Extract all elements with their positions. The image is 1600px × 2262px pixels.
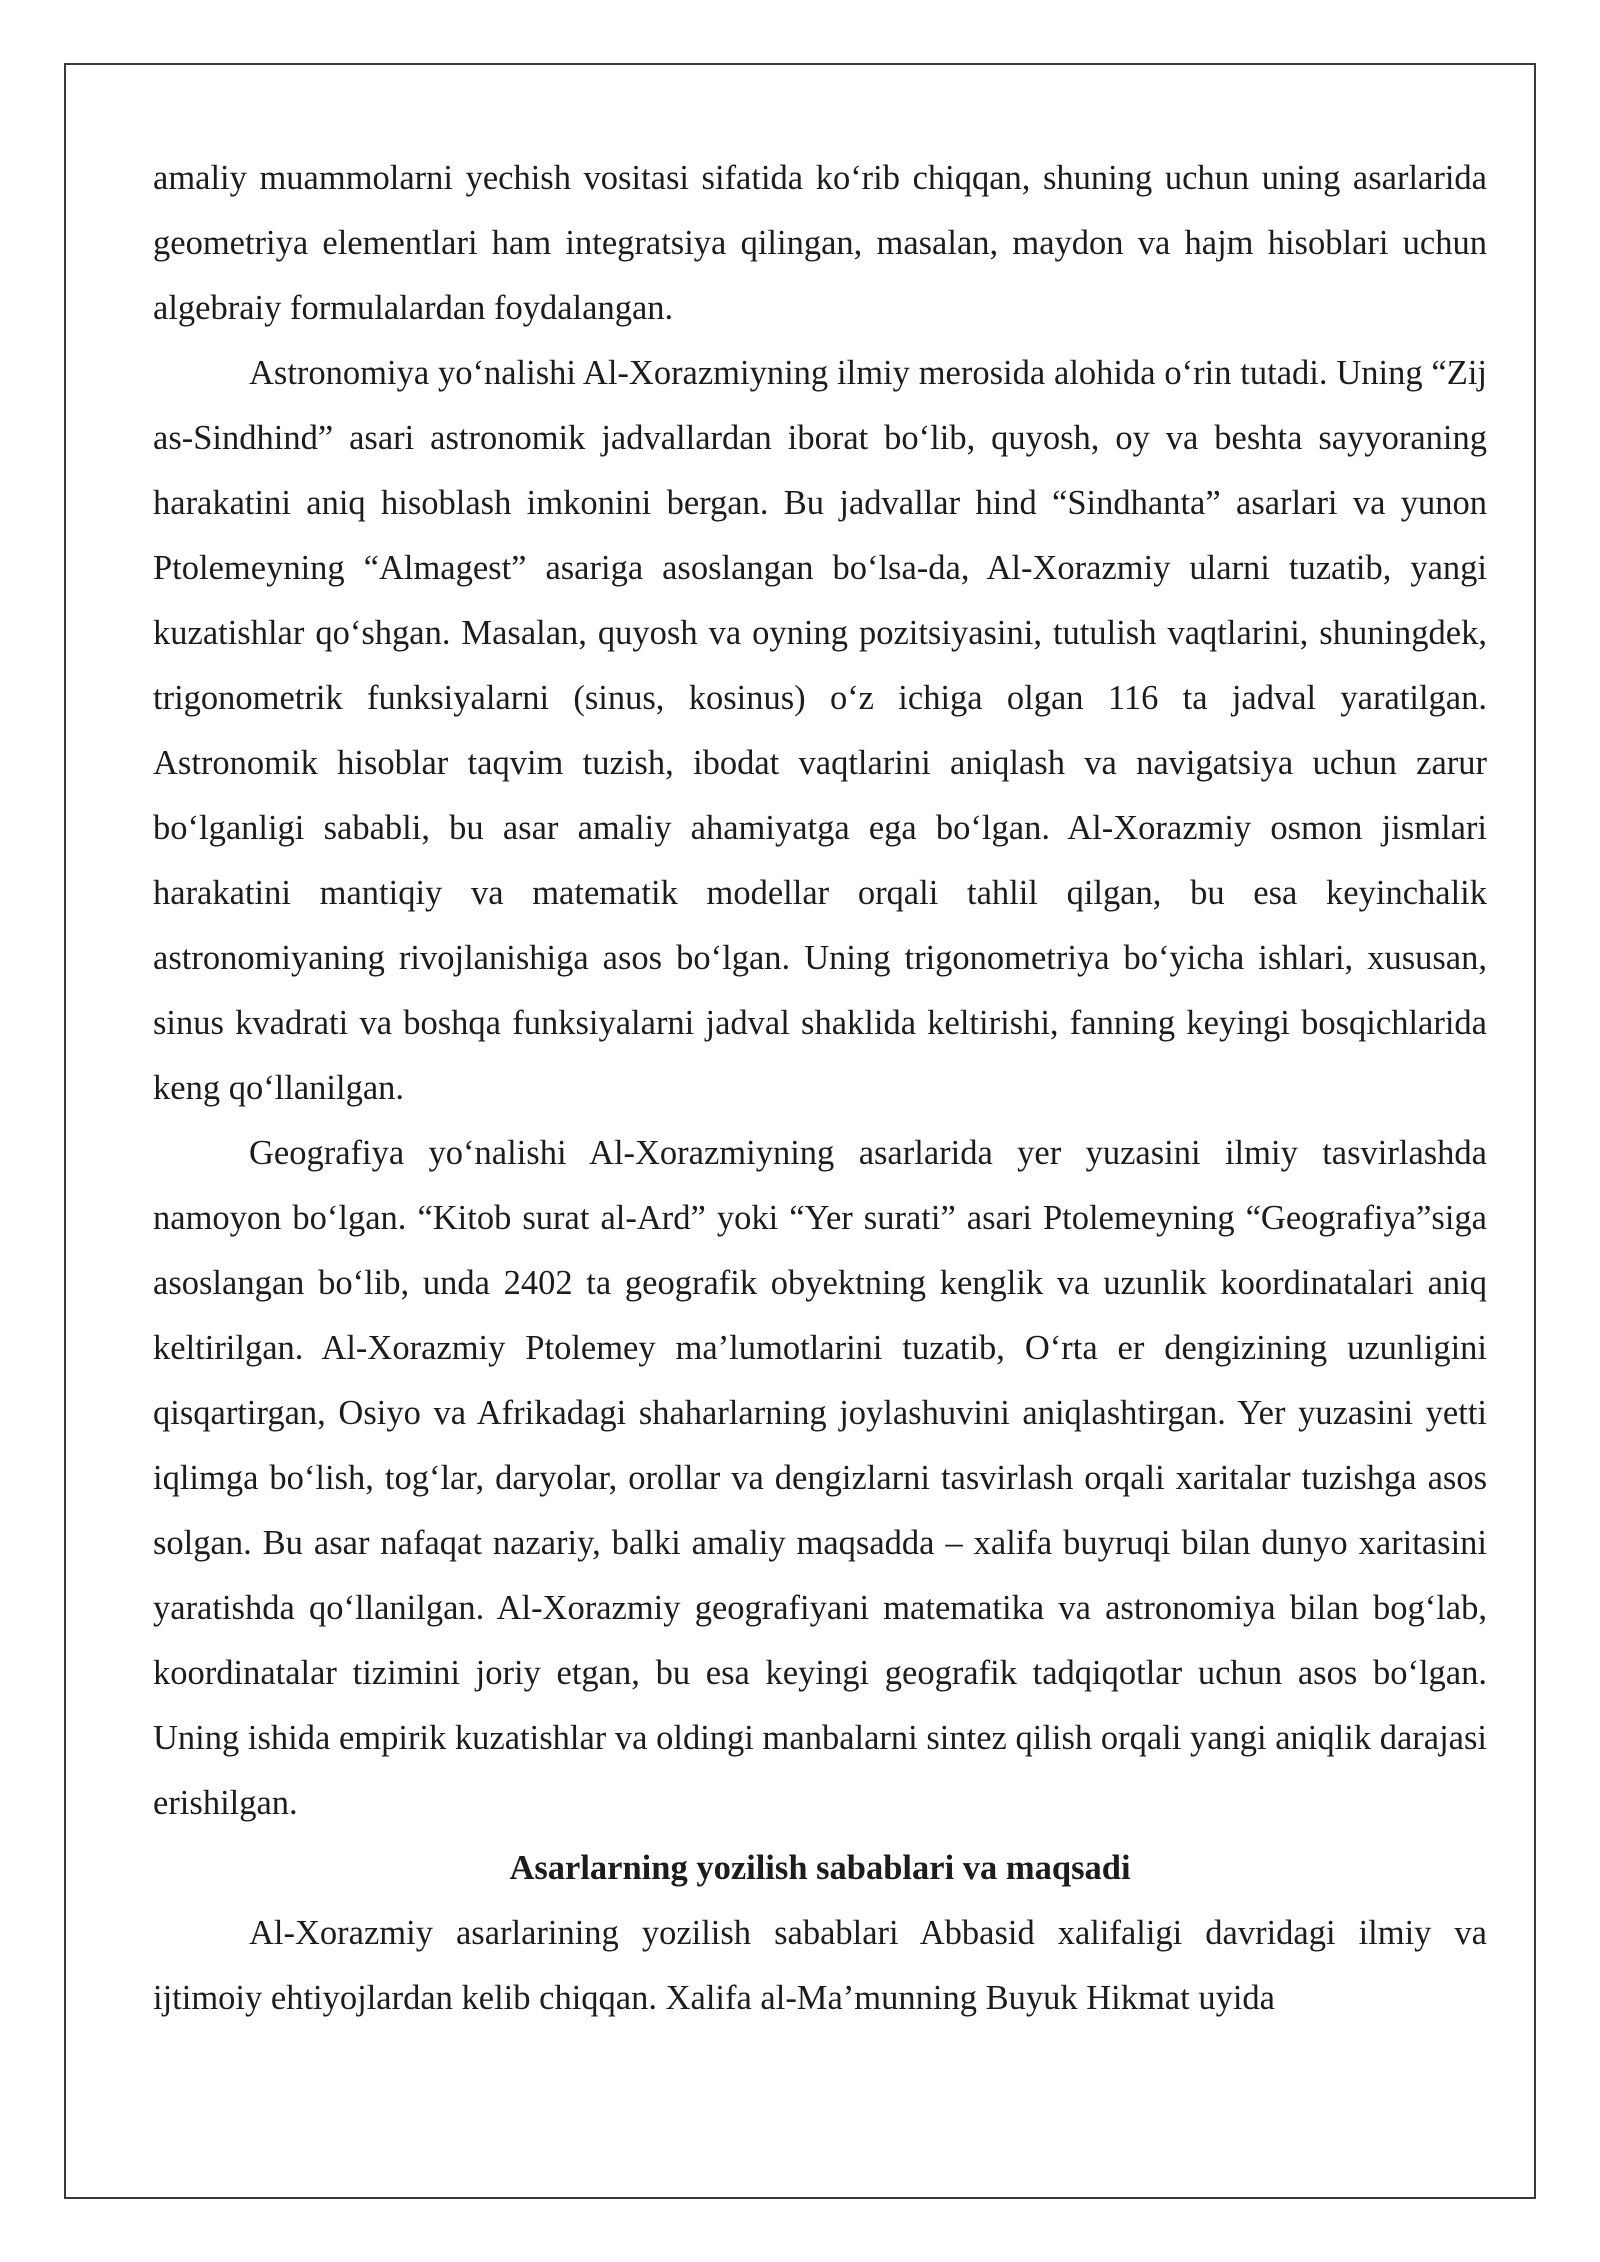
document-body — [153, 146, 1487, 2031]
paragraph-reasons: Al-Xorazmiy asarlarining yozilish sabablari Abbasid xalifaligi davridagi ilmiy va ijtimoiy ehtiyojlardan kelib chiqqan. Xalifa al-Ma’munning Buyuk Hikmat uyida — [153, 1914, 1487, 2017]
section-heading: Asarlarning yozilish sabablari va maqsadi — [509, 1849, 1131, 1887]
paragraph-geography: Geografiya yo‘nalishi Al-Xorazmiyning asarlarida yer yuzasini ilmiy tasvirlashda namoyon bo‘lgan. “Kitob surat al-Ard” yoki “Yer surati” asari Ptolemeyning “Geografiya”siga asoslangan bo‘lib, unda 2402 ta geografik obyektning kenglik va uzunlik koordinatalari aniq keltirilgan. Al-Xorazmiy Ptolemey ma’lumotlarini tuzatib, O‘rta er dengizining uzunligini qisqartirgan, Osiyo va Afrikadagi shaharlarning joylashuvini aniqlashtirgan. Yer yuzasini yetti iqlimga bo‘lish, tog‘lar, daryolar, orollar va dengizlarni tasvirlash orqali xaritalar tuzishga asos solgan. Bu asar nafaqat nazariy, balki amaliy maqsadda – xalifa buyruqi bilan dunyo xaritasini yaratishda qo‘llanilgan. Al-Xorazmiy geografiyani matematika va astronomiya bilan bog‘lab, koordinatalar tizimini joriy etgan, bu esa keyingi geografik tadqiqotlar uchun asos bo‘lgan. Uning ishida empirik kuzatishlar va oldingi manbalarni sintez qilish orqali yangi aniqlik darajasi erishilgan. — [153, 1134, 1487, 1822]
paragraph-astronomy: Astronomiya yo‘nalishi Al-Xorazmiyning ilmiy merosida alohida o‘rin tutadi. Uning “Zij as-Sindhind” asari astronomik jadvallardan iborat bo‘lib, quyosh, oy va beshta sayyoraning harakatini aniq hisoblash imkonini bergan. Bu jadvallar hind “Sindhanta” asarlari va yunon Ptolemeyning “Almagest” asariga asoslangan bo‘lsa-da, Al-Xorazmiy ularni tuzatib, yangi kuzatishlar qo‘shgan. Masalan, quyosh va oyning pozitsiyasini, tutulish vaqtlarini, shuningdek, trigonometrik funksiyalarni (sinus, kosinus) o‘z ichiga olgan 116 ta jadval yaratilgan. Astronomik hisoblar taqvim tuzish, ibodat vaqtlarini aniqlash va navigatsiya uchun zarur bo‘lganligi sababli, bu asar amaliy ahamiyatga ega bo‘lgan. Al-Xorazmiy osmon jismlari harakatini mantiqiy va matematik modellar orqali tahlil qilgan, bu esa keyinchalik astronomiyaning rivojlanishiga asos bo‘lgan. Uning trigonometriya bo‘yicha ishlari, xususan, sinus kvadrati va boshqa funksiyalarni jadval shaklida keltirishi, fanning keyingi bosqichlarida keng qo‘llanilgan. — [153, 354, 1487, 1107]
paragraph-continuation: amaliy muammolarni yechish vositasi sifatida ko‘rib chiqqan, shuning uchun uning asarlarida geometriya elementlari ham integratsiya qilingan, masalan, maydon va hajm hisoblari uchun algebraiy formulalardan foydalangan. — [153, 159, 1487, 327]
